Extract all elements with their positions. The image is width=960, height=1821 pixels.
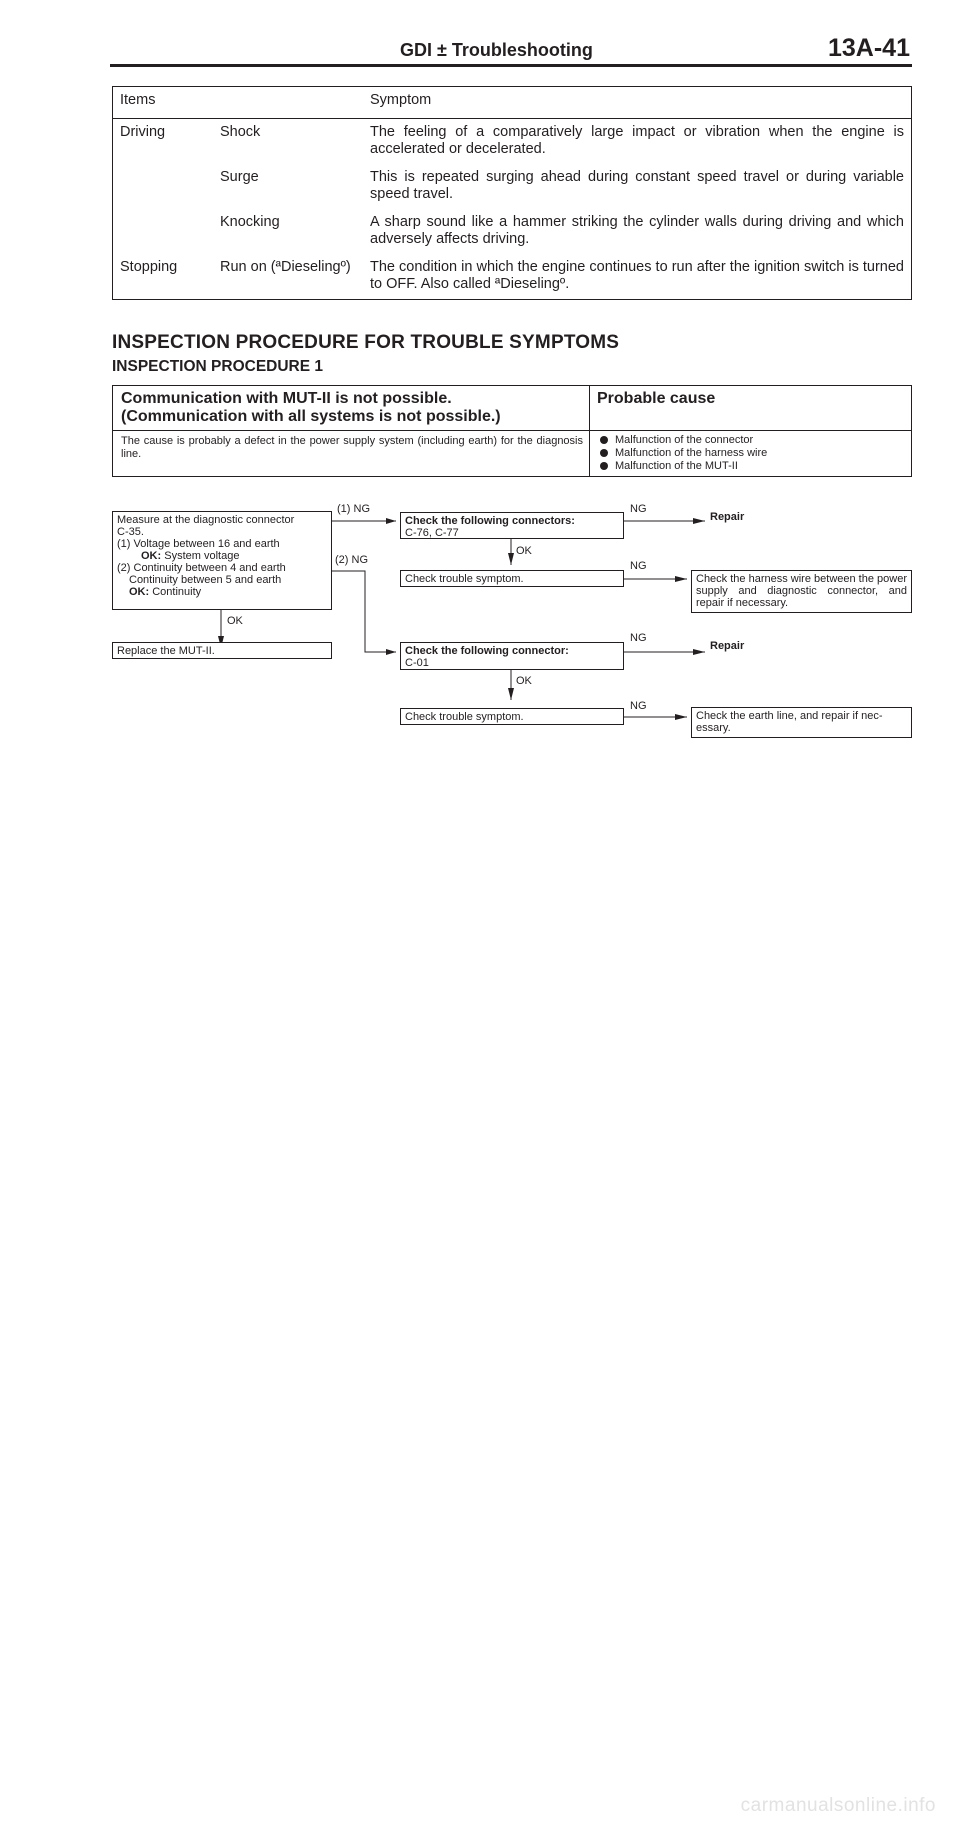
item-cell: Driving: [120, 124, 166, 140]
symptom-cell: The condition in which the engine continues to run after the ignition switch is turned to OFF. Also called ªDieselingº.: [370, 259, 904, 292]
item-cell: Stopping: [120, 259, 178, 275]
procedure-description: The cause is probably a defect in the power supply system (including earth) for the diagnosis line.: [121, 435, 583, 460]
replace-mut-box: Replace the MUT-II.: [112, 642, 332, 659]
symptom-header: Symptom: [363, 87, 912, 119]
branch-1-label: (1) NG: [337, 503, 370, 515]
check-harness-box: Check the harness wire between the power supply and diagnostic connector, and repair if necessary.: [691, 570, 912, 613]
measure-ok-line: [117, 550, 327, 562]
repair-label: Repair: [710, 640, 745, 652]
ng-label: NG: [630, 503, 647, 515]
check-trouble-symptom-box: Check trouble symptom.: [400, 570, 624, 587]
procedure-title-line1: Communication with MUT-II is not possible.: [121, 390, 452, 407]
watermark: carmanualsonline.info: [740, 1795, 936, 1816]
repair-label: Repair: [710, 511, 745, 523]
measure-ok-line: [117, 586, 327, 598]
branch-2-label: (2) NG: [335, 554, 368, 566]
measure-text: (2) Continuity between 4 and earth: [117, 562, 286, 574]
measure-text: C-35.: [117, 526, 144, 538]
ok-value: Continuity: [152, 586, 202, 598]
check-connector-title: Check the following connector:: [405, 645, 569, 657]
cause-text: Malfunction of the MUT-II: [615, 460, 738, 472]
check-connector-box: [400, 642, 624, 670]
cause-text: Malfunction of the connector: [615, 434, 754, 446]
symptom-cell: The feeling of a comparatively large impact or vibration when the engine is accelerated or decelerated.: [370, 124, 904, 157]
ok-value: System voltage: [164, 550, 240, 562]
ok-label: OK:: [141, 550, 162, 562]
measure-text: (1) Voltage between 16 and earth: [117, 538, 280, 550]
check-trouble-symptom-box: Check trouble symptom.: [400, 708, 624, 725]
check-connectors-value: C-76, C-77: [405, 527, 459, 539]
sub-item-cell: Run on (ªDieselingº): [220, 259, 351, 275]
symptom-cell: This is repeated surging ahead during constant speed travel or during variable speed travel.: [370, 169, 904, 202]
section-title: INSPECTION PROCEDURE FOR TROUBLE SYMPTOMS: [112, 332, 620, 353]
page-number: 13A-41: [828, 34, 910, 62]
ok-label: OK:: [129, 586, 150, 598]
cause-text: Malfunction of the harness wire: [615, 447, 768, 459]
check-connectors-title: Check the following connectors:: [405, 515, 575, 527]
page-header-title: GDI ± Troubleshooting: [400, 40, 593, 60]
symptom-cell: A sharp sound like a hammer striking the cylinder walls during driving and which adversely affects driving.: [370, 214, 904, 247]
probable-cause-heading: Probable cause: [597, 390, 716, 407]
measure-text: Continuity between 5 and earth: [129, 574, 282, 586]
procedure-title: INSPECTION PROCEDURE 1: [112, 358, 324, 375]
check-connectors-box: [400, 512, 624, 539]
ng-label: NG: [630, 700, 647, 712]
ng-label: NG: [630, 560, 647, 572]
measure-text: Measure at the diagnostic connector: [117, 514, 295, 526]
measure-connector-box: [112, 511, 332, 610]
check-connector-value: C-01: [405, 657, 429, 669]
ok-label: OK: [516, 545, 532, 557]
ng-label: NG: [630, 632, 647, 644]
check-earth-box: Check the earth line, and repair if nec-essary.: [691, 707, 912, 738]
sub-item-cell: Knocking: [220, 214, 280, 230]
ok-label: OK: [516, 675, 532, 687]
sub-item-cell: Surge: [220, 169, 259, 185]
ok-label: OK: [227, 615, 243, 627]
items-header: Items: [113, 87, 364, 119]
procedure-title-line2: (Communication with all systems is not possible.): [121, 408, 501, 425]
sub-item-cell: Shock: [220, 124, 261, 140]
